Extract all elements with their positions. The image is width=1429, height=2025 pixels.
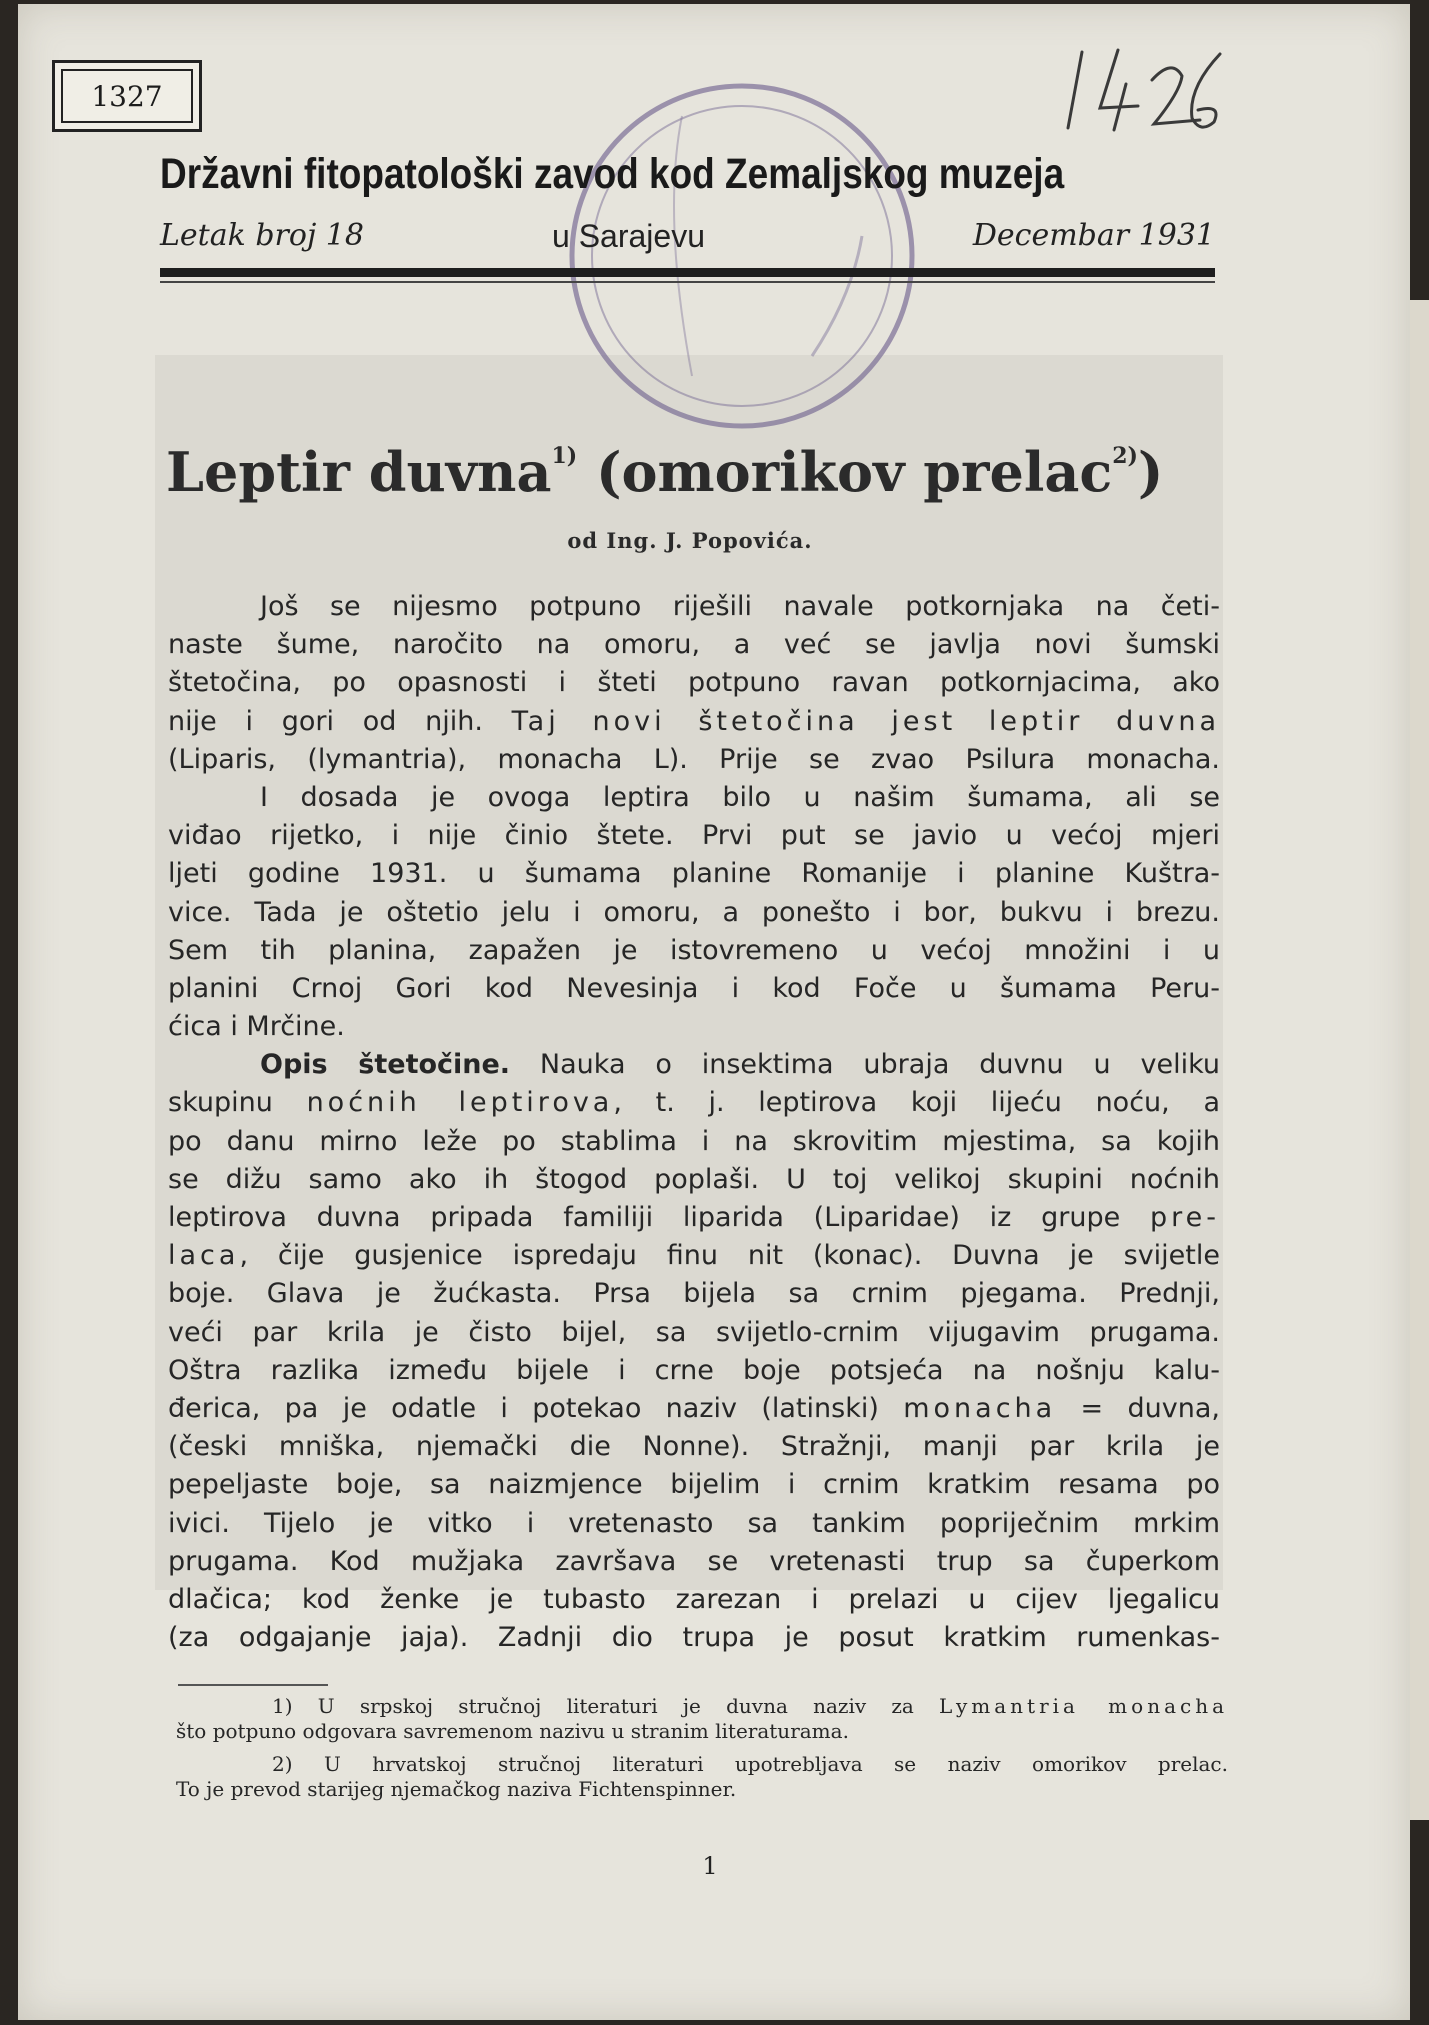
header-rule-thin: [160, 281, 1215, 283]
city: u Sarajevu: [552, 218, 705, 254]
text-line: viđao rijetko, i nije činio štete. Prvi put se javio u većoj mjeri: [168, 820, 1220, 852]
text-line: I dosada je ovoga leptira bilo u našim šumama, ali se: [260, 781, 1220, 813]
text-line: (česki mniška, njemački die Nonne). Stražnji, manji par krila je: [168, 1431, 1220, 1463]
section-heading: Opis štetočine.: [260, 1049, 511, 1081]
text-line: boje. Glava je žućkasta. Prsa bijela sa crnim pjegama. Prednji,: [168, 1278, 1220, 1310]
footnote-separator: [178, 1684, 328, 1686]
archive-number-box: [52, 60, 202, 132]
issue-date: Decembar 1931: [972, 218, 1215, 253]
text-line: (Liparis, (lymantria), monacha L). Prije se zvao Psilura monacha.: [168, 743, 1220, 775]
institution-name: Državni fitopatološki zavod kod Zemaljskog muzeja: [160, 150, 1065, 198]
header-row: [160, 218, 1215, 268]
text-line: naste šume, naročito na omoru, a već se javlja novi šumski: [168, 629, 1220, 661]
handwritten-number: [1060, 40, 1230, 140]
footnote-1: 1) U srpskoj stručnoj literaturi je duvna naziv za Lymantria monacha: [272, 1694, 1229, 1718]
issue-number: Letak broj 18: [160, 218, 364, 253]
page-number: 1: [702, 1852, 718, 1880]
text-line: planini Crnoj Gori kod Nevesinja i kod Foče u šumama Peru-: [168, 972, 1220, 1004]
text-line: nije i gori od njih. Taj novi štetočina jest leptir duvna: [168, 705, 1220, 737]
article-body: [168, 588, 1220, 1657]
text-line: (za odgajanje jaja). Zadnji dio trupa je posut kratkim rumenkas-: [168, 1622, 1220, 1654]
text-line: Još se nijesmo potpuno riješili navale potkornjaka na četi-: [260, 591, 1220, 622]
footnote-ref-1: 1): [551, 443, 578, 469]
text-line: đerica, pa je odatle i potekao naziv (latinski) monacha = duvna,: [168, 1392, 1220, 1424]
footnote-1-cont: što potpuno odgovara savremenom nazivu u stranim literaturama.: [176, 1719, 849, 1743]
text-line: se dižu samo ako ih štogod poplaši. U toj velikoj skupini noćnih: [168, 1163, 1220, 1195]
text-line: vice. Tada je oštetio jelu i omoru, a ponešto i bor, bukvu i brezu.: [168, 896, 1220, 928]
text-line: skupinu noćnih leptirova, t. j. leptirova koji lijeću noću, a: [168, 1087, 1220, 1119]
text-line: ljeti godine 1931. u šumama planine Romanije i planine Kuštra-: [168, 858, 1220, 890]
footnotes: [176, 1694, 1228, 1802]
next-page-edge: [1410, 300, 1429, 1820]
author-byline: od Ing. J. Popovića.: [567, 528, 813, 553]
header-rule: [160, 268, 1215, 277]
footnote-2: 2) U hrvatskoj stručnoj literaturi upotrebljava se naziv omorikov prelac.: [272, 1752, 1228, 1776]
text-line: po danu mirno leže po stablima i na skrovitim mjestima, sa kojih: [168, 1125, 1220, 1157]
text-line: laca, čije gusjenice ispredaju finu nit (konac). Duvna je svijetle: [168, 1240, 1220, 1272]
text-line: štetočina, po opasnosti i šteti potpuno ravan potkornjacima, ako: [168, 667, 1220, 699]
text-line: veći par krila je čisto bijel, sa svijetlo-crnim vijugavim prugama.: [168, 1316, 1220, 1348]
text-line: Sem tih planina, zapažen je istovremeno u većoj množini i u: [168, 934, 1220, 966]
article-title: Leptir duvna$^{1)}$ (omorikov prelac$^{2)}$): [166, 440, 1164, 504]
text-line: Oštra razlika između bijele i crne boje potsjeća na nošnju kalu-: [168, 1354, 1220, 1386]
footnote-ref-2: 2): [1112, 443, 1138, 469]
archive-number: 1327: [91, 79, 163, 113]
text-line: pepeljaste boje, sa naizmjence bijelim i crnim kratkim resama po: [168, 1469, 1220, 1501]
text-line: leptirova duvna pripada familiji liparida (Liparidae) iz grupe pre-: [168, 1202, 1220, 1233]
footnote-2-cont: To je prevod starijeg njemačkog naziva Fichtenspinner.: [176, 1777, 737, 1801]
text-line: ćica i Mrčine.: [168, 1011, 345, 1043]
text-line: ivici. Tijelo je vitko i vretenasto sa tankim popriječnim mrkim: [168, 1507, 1220, 1539]
text-line: prugama. Kod mužjaka završava se vretenasti trup sa čuperkom: [168, 1545, 1220, 1577]
text-line: dlačica; kod ženke je tubasto zarezan i prelazi u cijev ljegalicu: [168, 1583, 1220, 1615]
text-line: Opis štetočine. Nauka o insektima ubraja duvnu u veliku: [260, 1049, 1220, 1081]
